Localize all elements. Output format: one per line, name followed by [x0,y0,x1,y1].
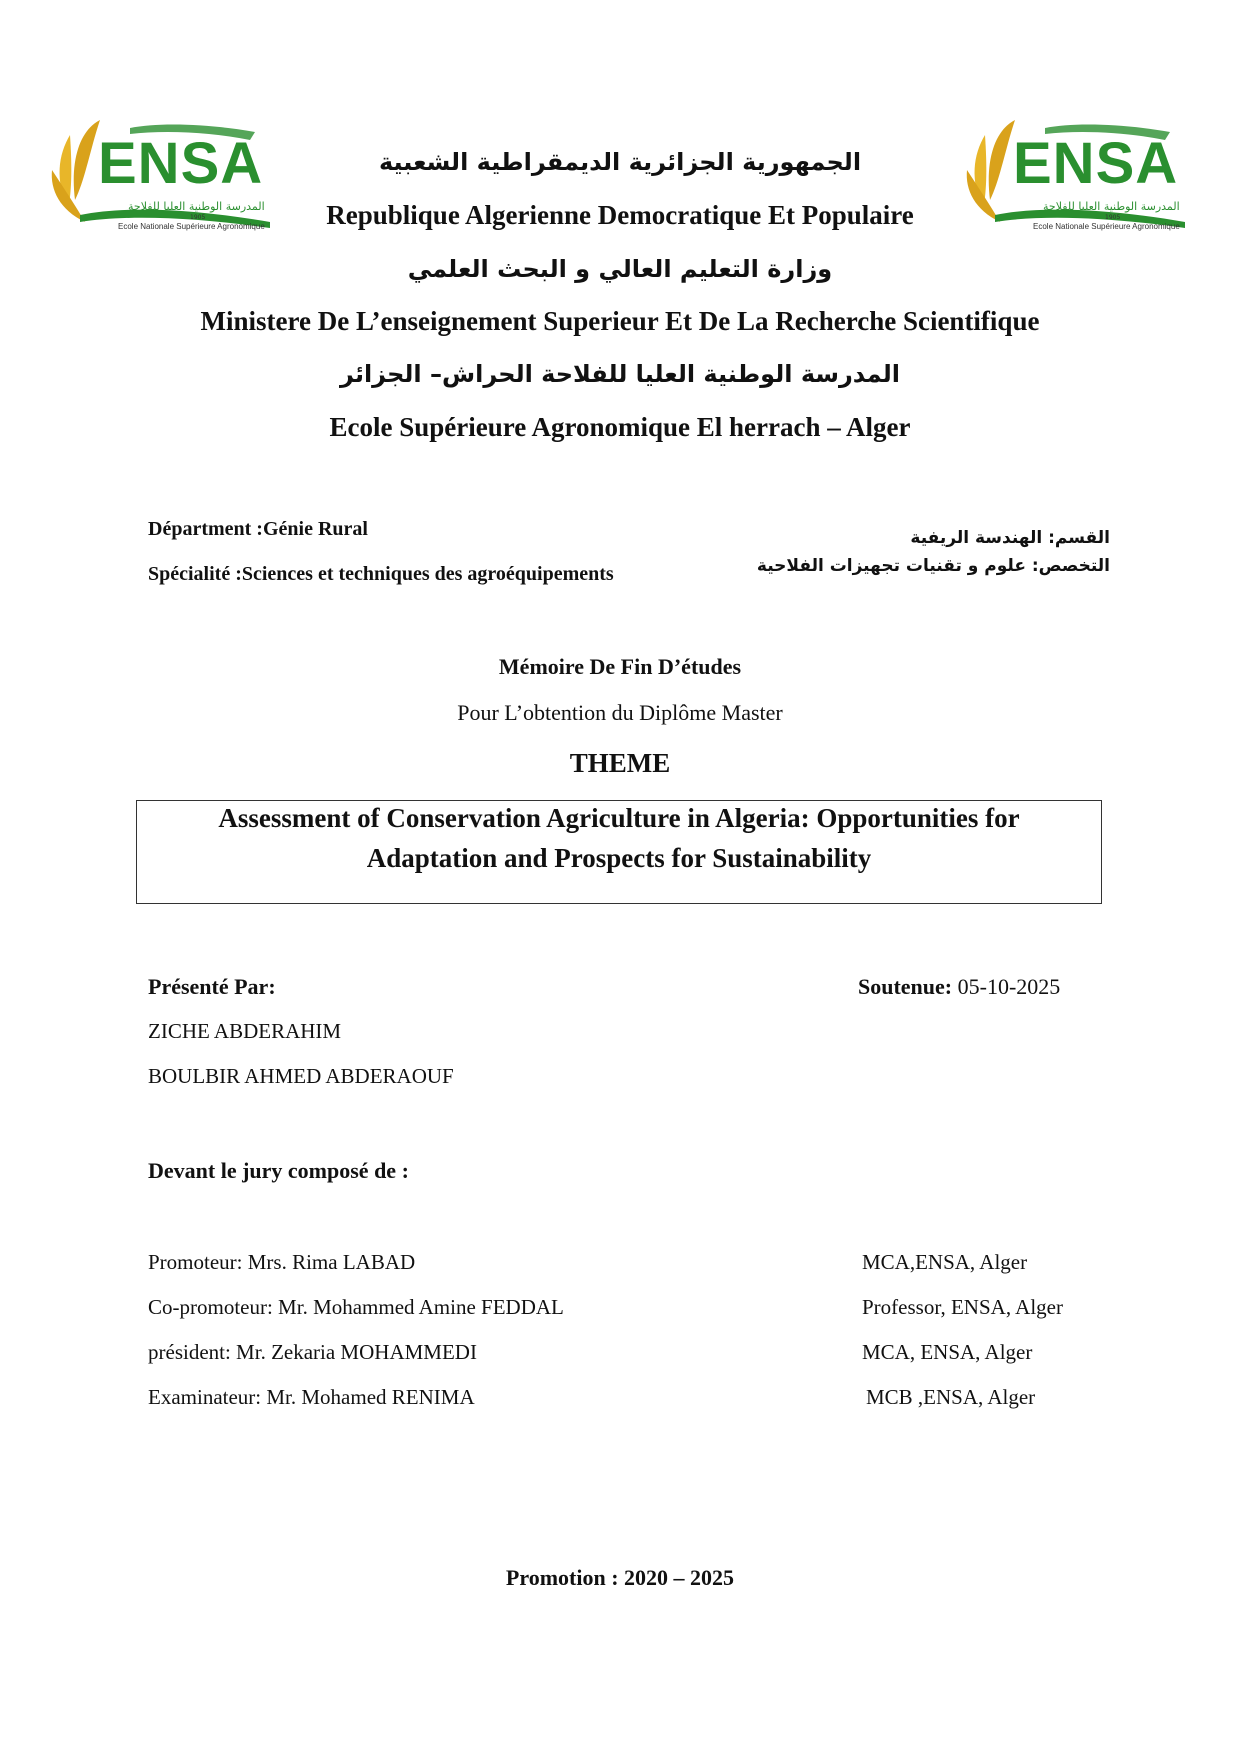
department-arabic: القسم: الهندسة الريفية [910,528,1110,548]
logo-word: ENSA [98,131,264,196]
republic-arabic: الجمهورية الجزائرية الديمقراطية الشعبية [378,148,862,176]
memoire-subtitle: Pour L’obtention du Diplôme Master [457,700,783,725]
promotion: Promotion : 2020 – 2025 [505,1565,735,1590]
logo-word: ENSA [1013,131,1179,196]
jury-affiliation: MCB ,ENSA, Alger [866,1385,1036,1409]
defense-date-row [858,974,1060,1000]
speciality-french: Spécialité :Sciences et techniques des agroéquipements [148,563,614,585]
jury-role: Co-promoteur: Mr. Mohammed Amine FEDDAL [148,1295,564,1319]
logo-subtitle: Ecole Nationale Supérieure Agronomique [1033,222,1180,231]
jury-affiliation: Professor, ENSA, Alger [862,1295,1063,1319]
theme-box [136,800,1102,904]
theme-title-line1: Assessment of Conservation Agriculture in Algeria: Opportunities for [218,803,1020,833]
presented-label: Présenté Par: [148,974,276,999]
republic-french: Republique Algerienne Democratique Et Populaire [326,200,914,230]
jury-role: Promoteur: Mrs. Rima LABAD [148,1250,416,1274]
jury-role: président: Mr. Zekaria MOHAMMEDI [148,1340,477,1364]
logo-year: 1905 [190,214,206,221]
memoire-title: Mémoire De Fin D’études [498,654,742,679]
logo-arabic-text: المدرسة الوطنية العليا للفلاحة [128,200,265,213]
theme-label: THEME [569,748,671,778]
jury-affiliation: MCA, ENSA, Alger [862,1340,1033,1364]
ministry-arabic: وزارة التعليم العالي و البحث العلمي [407,255,833,283]
author-2: BOULBIR AHMED ABDERAOUF [148,1064,454,1088]
defended-date: 05-10-2025 [957,974,1061,999]
department-french: Départment :Génie Rural [148,518,368,540]
ministry-french: Ministere De L’enseignement Superieur Et De La Recherche Scientifique [200,306,1040,336]
author-1: ZICHE ABDERAHIM [148,1019,342,1043]
school-french: Ecole Supérieure Agronomique El herrach – Alger [329,412,911,442]
theme-title-line2: Adaptation and Prospects for Sustainability [366,843,872,873]
logo-arabic-text: المدرسة الوطنية العليا للفلاحة [1043,200,1180,213]
jury-label: Devant le jury composé de : [148,1158,409,1183]
logo-subtitle: Ecole Nationale Supérieure Agronomique [118,222,265,231]
jury-affiliation: MCA,ENSA, Alger [862,1250,1028,1274]
school-arabic: المدرسة الوطنية العليا للفلاحة الحراش– الجزائر [340,360,900,388]
logo-year: 1905 [1105,214,1121,221]
defended-label: Soutenue: [858,974,953,999]
speciality-arabic: التخصص: علوم و تقنيات تجهيزات الفلاحية [756,556,1110,576]
jury-role: Examinateur: Mr. Mohamed RENIMA [148,1385,475,1409]
